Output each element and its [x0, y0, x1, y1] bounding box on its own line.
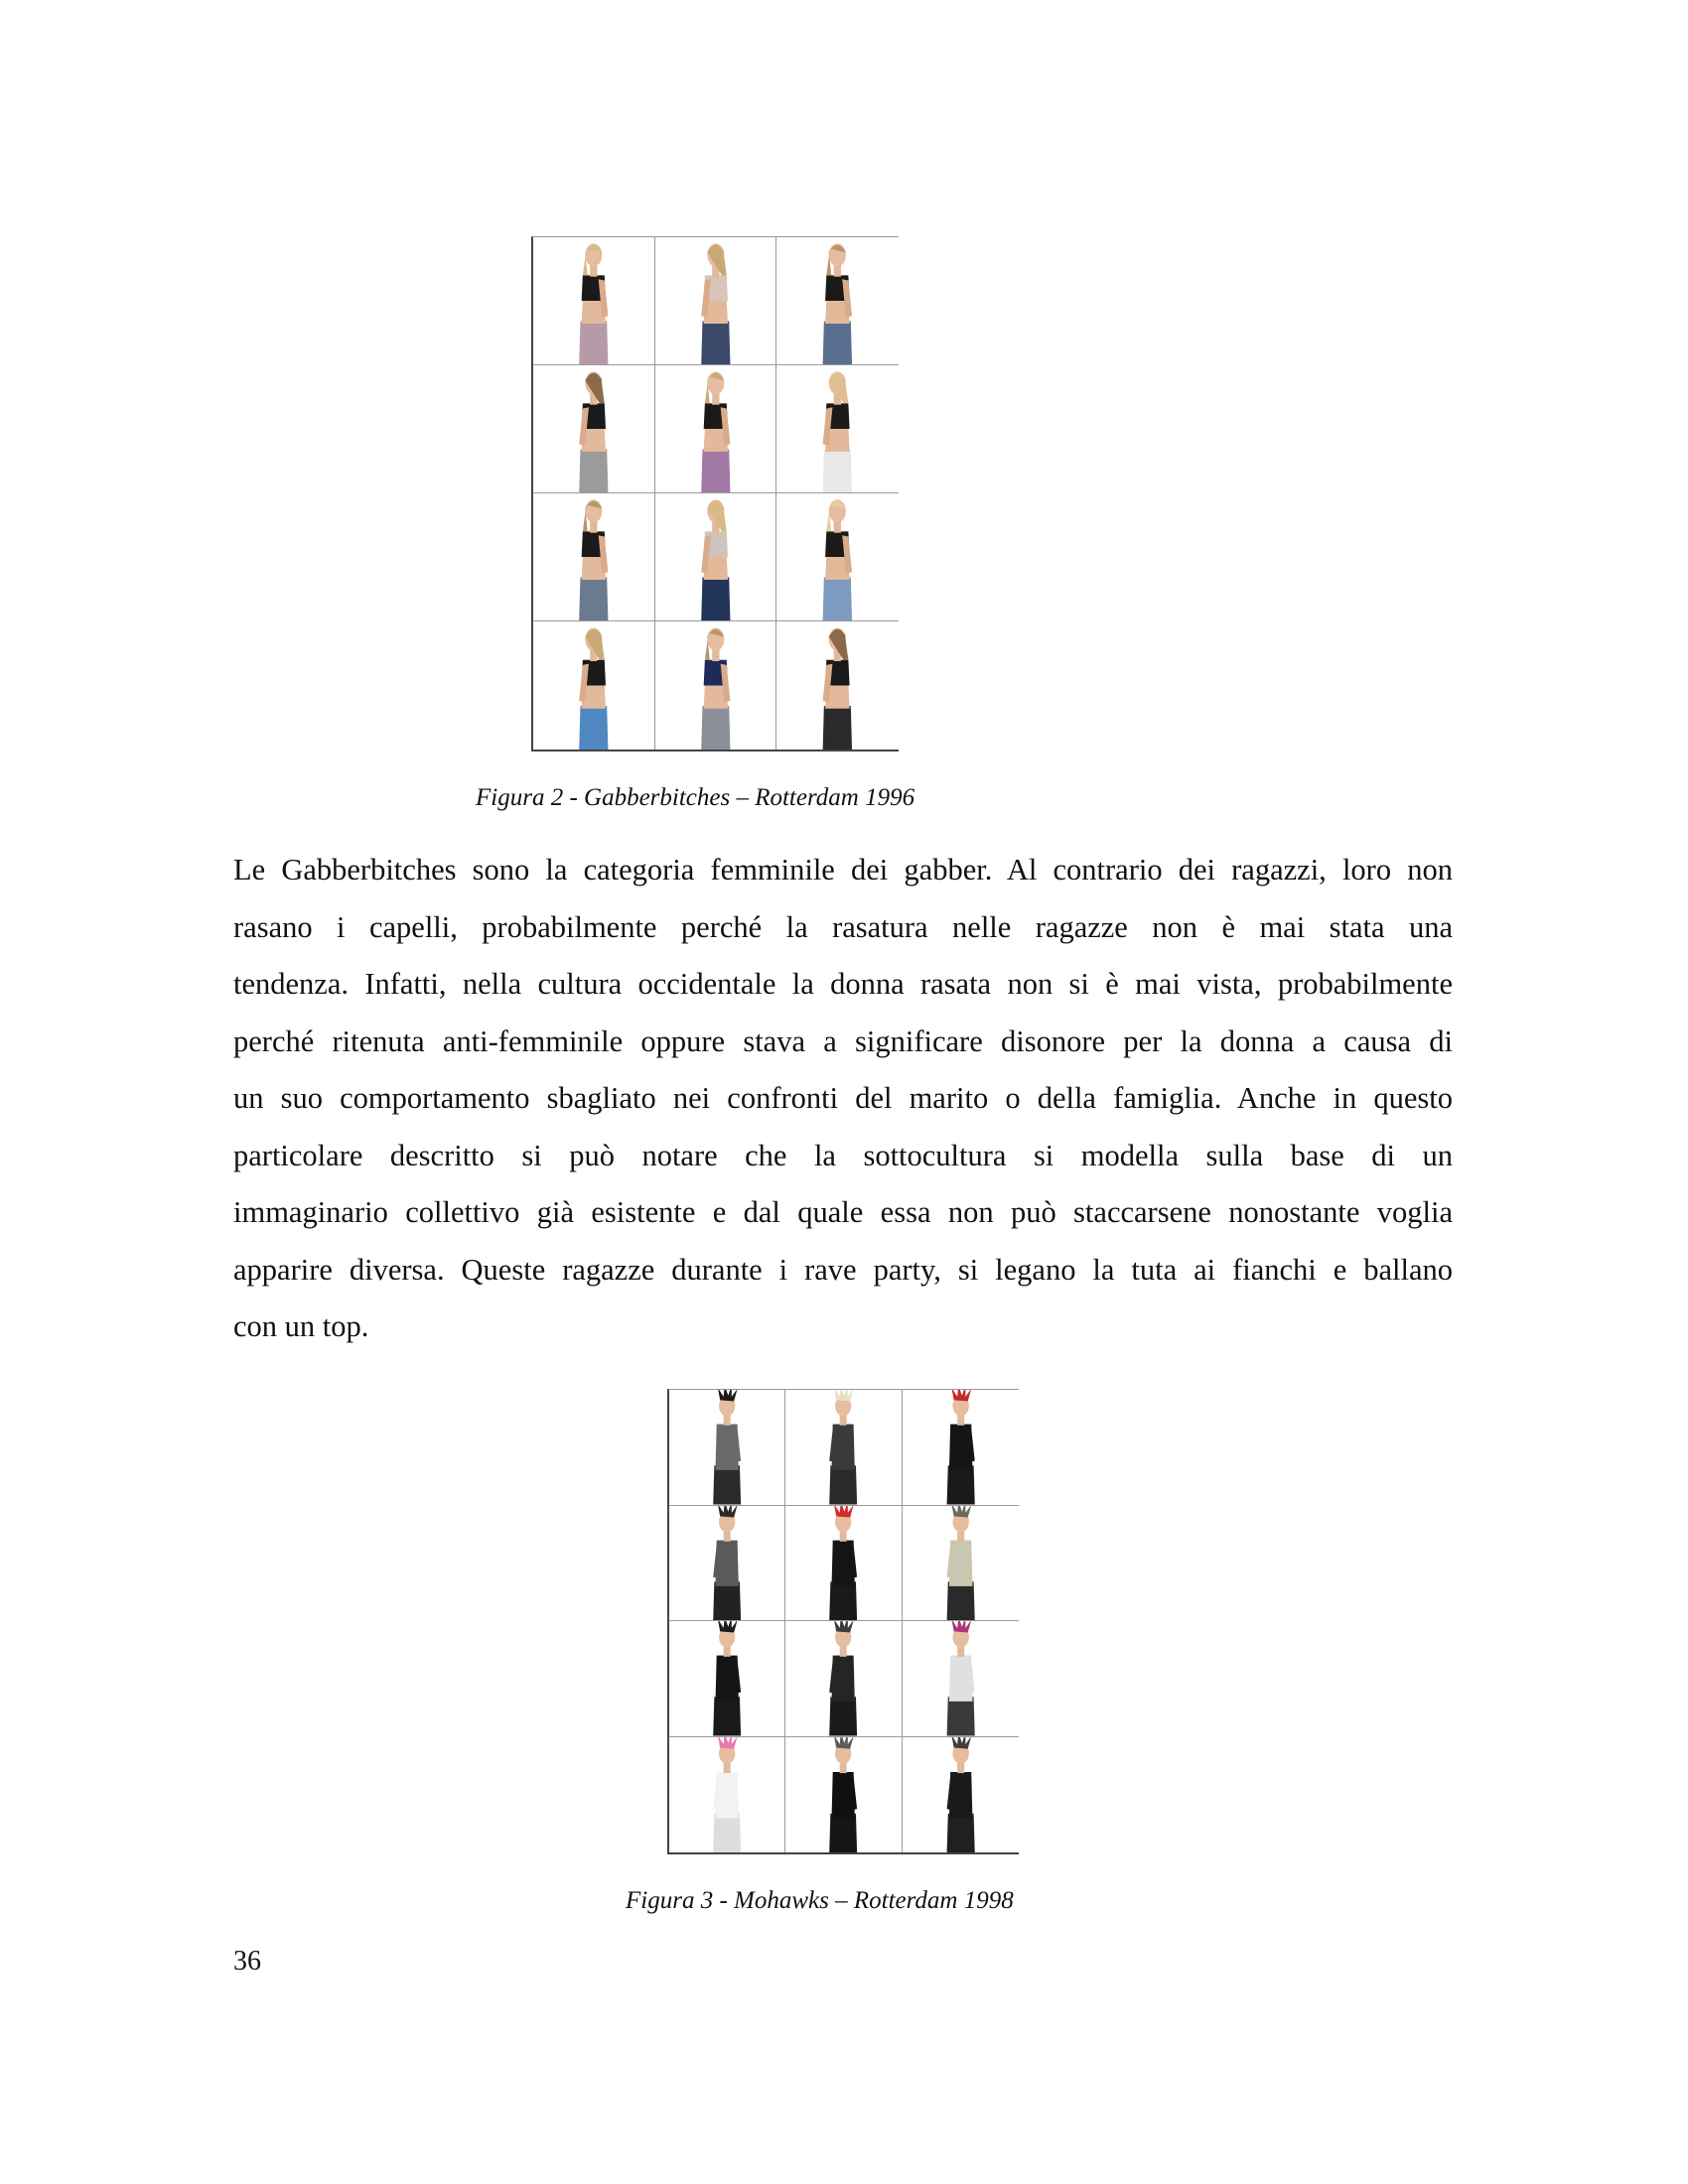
photo-cell: [776, 493, 899, 621]
paragraph-line: con un top.: [233, 1309, 369, 1343]
person-profile-photo: [776, 621, 899, 750]
person-profile-photo: [669, 1506, 784, 1621]
hair: [834, 1737, 854, 1749]
photo-cell: [655, 237, 777, 365]
pants: [579, 706, 608, 750]
photo-cell: [776, 365, 899, 493]
hair: [718, 1621, 738, 1633]
pants: [579, 449, 608, 492]
figure-3-photo-grid: [667, 1389, 1019, 1854]
paragraph-line: apparire diversa. Queste ragazze durante i rave party, si legano la tuta ai fianchi e ballano: [233, 1252, 1453, 1287]
photo-cell: [655, 493, 777, 621]
pants: [946, 1697, 974, 1735]
person-profile-photo: [669, 1390, 784, 1505]
photo-cell: [903, 1737, 1019, 1853]
pants: [823, 577, 852, 620]
photo-cell: [655, 365, 777, 493]
figure-3-caption: Figura 3 - Mohawks – Rotterdam 1998: [626, 1887, 1014, 1914]
person-profile-photo: [903, 1737, 1019, 1853]
person-profile-photo: [776, 237, 899, 364]
person-profile-photo: [655, 621, 776, 750]
figure-2-photo-grid: [531, 236, 899, 751]
hair: [951, 1621, 971, 1633]
pants: [946, 1581, 974, 1620]
photo-cell: [776, 237, 899, 365]
pants: [713, 1581, 741, 1620]
figure-2-caption: Figura 2 - Gabberbitches – Rotterdam 1996: [476, 784, 915, 811]
paragraph-line: immaginario collettivo già esistente e dal quale essa non può staccarsene nonostante voglia: [233, 1195, 1453, 1229]
pants: [823, 449, 852, 492]
photo-cell: [533, 365, 655, 493]
page-number: 36: [233, 1946, 261, 1977]
hair: [834, 1621, 854, 1633]
photo-cell: [669, 1737, 785, 1853]
photo-cell: [785, 1621, 902, 1737]
person-profile-photo: [655, 237, 776, 364]
photo-cell: [655, 621, 777, 750]
hair: [951, 1390, 971, 1402]
pants: [579, 577, 608, 620]
paragraph-line: un suo comportamento sbagliato nei confronti del marito o della famiglia. Anche in questo: [233, 1081, 1453, 1115]
person-profile-photo: [776, 365, 899, 492]
photo-cell: [669, 1506, 785, 1622]
person-profile-photo: [533, 621, 654, 750]
photo-cell: [669, 1621, 785, 1737]
person-profile-photo: [669, 1621, 784, 1736]
photo-cell: [785, 1390, 902, 1506]
photo-cell: [776, 621, 899, 750]
pants: [713, 1465, 741, 1504]
pants: [701, 449, 730, 492]
person-profile-photo: [785, 1390, 901, 1505]
person-profile-photo: [655, 493, 776, 620]
paragraph-line: rasano i capelli, probabilmente perché la rasatura nelle ragazze non è mai stata una: [233, 909, 1453, 944]
hair: [718, 1506, 738, 1518]
person-profile-photo: [785, 1621, 901, 1736]
paragraph-line: Le Gabberbitches sono la categoria femminile dei gabber. Al contrario dei ragazzi, loro non: [233, 853, 1453, 887]
photo-cell: [903, 1390, 1019, 1506]
photo-cell: [785, 1737, 902, 1853]
photo-cell: [669, 1390, 785, 1506]
photo-cell: [533, 493, 655, 621]
person-profile-photo: [533, 365, 654, 492]
pants: [830, 1813, 858, 1852]
photo-cell: [903, 1506, 1019, 1622]
pants: [579, 321, 608, 364]
pants: [946, 1813, 974, 1852]
pants: [946, 1465, 974, 1504]
pants: [701, 577, 730, 620]
person-profile-photo: [669, 1737, 784, 1853]
photo-cell: [533, 237, 655, 365]
pants: [713, 1697, 741, 1735]
hair: [834, 1506, 854, 1518]
pants: [713, 1813, 741, 1852]
body-paragraph: [233, 842, 1453, 1356]
pants: [830, 1697, 858, 1735]
person-profile-photo: [903, 1621, 1019, 1736]
pants: [830, 1465, 858, 1504]
paragraph-line: tendenza. Infatti, nella cultura occidentale la donna rasata non si è mai vista, probabilmente: [233, 967, 1453, 1001]
hair: [834, 1390, 854, 1402]
hair: [718, 1390, 738, 1402]
pants: [830, 1581, 858, 1620]
person-profile-photo: [533, 237, 654, 364]
paragraph-line: perché ritenuta anti-femminile oppure stava a significare disonore per la donna a causa di: [233, 1024, 1453, 1058]
person-profile-photo: [903, 1506, 1019, 1621]
person-profile-photo: [785, 1737, 901, 1853]
person-profile-photo: [533, 493, 654, 620]
paragraph-line: particolare descritto si può notare che la sottocultura si modella sulla base di un: [233, 1138, 1453, 1172]
hair: [951, 1737, 971, 1749]
person-profile-photo: [903, 1390, 1019, 1505]
person-profile-photo: [776, 493, 899, 620]
photo-cell: [903, 1621, 1019, 1737]
photo-cell: [785, 1506, 902, 1622]
person-profile-photo: [655, 365, 776, 492]
pants: [823, 706, 852, 750]
photo-cell: [533, 621, 655, 750]
hair: [951, 1506, 971, 1518]
person-profile-photo: [785, 1506, 901, 1621]
hair: [718, 1737, 738, 1749]
pants: [823, 321, 852, 364]
pants: [701, 321, 730, 364]
pants: [701, 706, 730, 750]
